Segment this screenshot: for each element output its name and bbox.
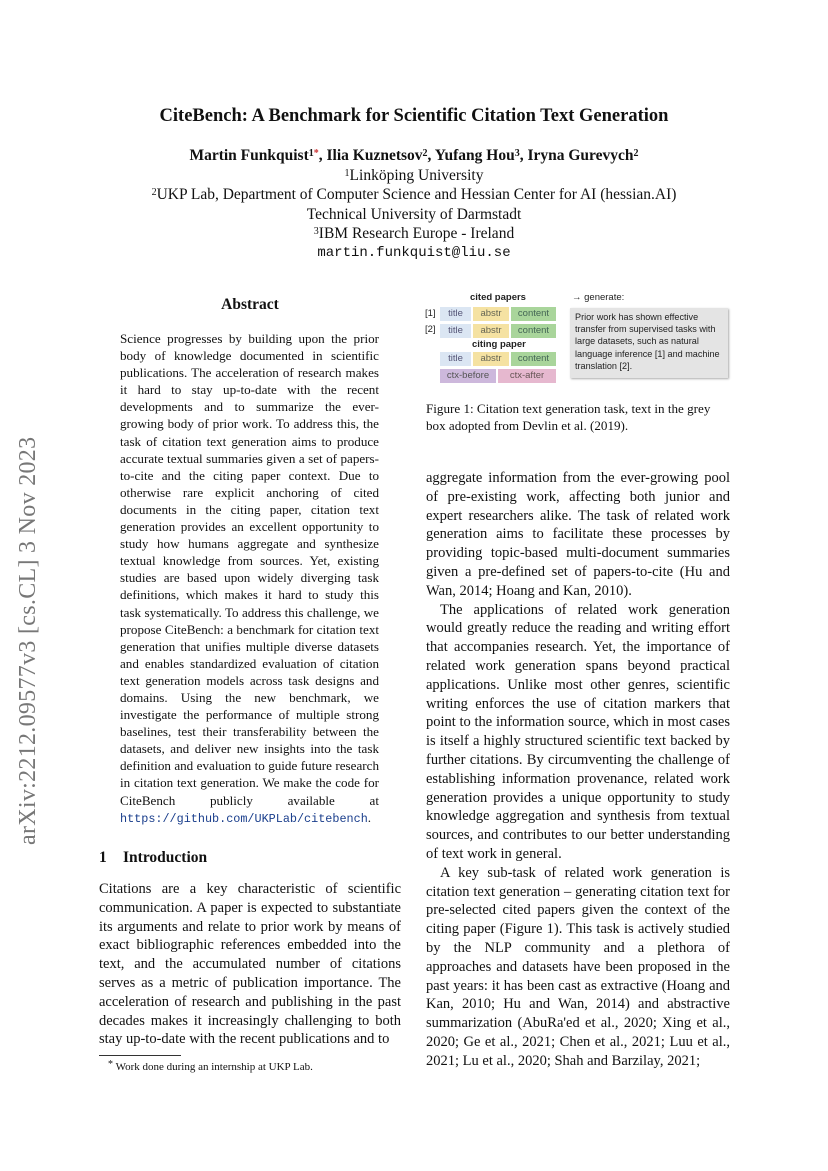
box-ctx-before: ctx-before	[440, 369, 496, 383]
right-para-1: aggregate information from the ever-growing pool of pre-existing work, affecting both junior and expert researchers alike. The task of related work generation aims to facilitate these processes by providing topic-based multi-document summaries given a pre-defined set of papers-to-cite (Hu and Wan, 2014; Hoang and Kan, 2010).	[426, 470, 730, 599]
figure-caption: Figure 1: Citation text generation task, text in the grey box adopted from Devlin et al. (2019).	[426, 401, 711, 433]
box-content-citing: content	[511, 352, 556, 366]
right-para-2: The applications of related work generation would greatly reduce the reading and writing effort that accompanies research. Yet, the importance of related work generation spans beyond practical applications. Unlike most other genres, scientific writing enforces the use of citation markers that point to the information source, which in most cases is itself a highly structured scientific text backed by further citations. By circumventing the challenge of establishing information provenance, related work generation provides a unique opportunity to study knowledge aggregation and synthesis from textual sources, and contributes to our better understanding of text work in general.	[426, 601, 730, 862]
generated-text: Prior work has shown effective transfer from supervised tasks with large datasets, such as natural language inference [1] and machine translation [2].	[575, 312, 720, 371]
author-names: Martin Funkquist$^{1*}$, Ilia Kuznetsov$^2$, Yufang Hou$^3$, Iryna Gurevych$^2$	[189, 147, 639, 164]
citing-paper-label: citing paper	[472, 339, 526, 350]
footnote-rule	[99, 1055, 181, 1056]
generate-label: → generate:	[572, 292, 625, 303]
code-link[interactable]: https://github.com/UKPLab/citebench	[120, 811, 368, 826]
affiliation-3: $^3$IBM Research Europe - Ireland	[313, 225, 515, 242]
arxiv-stamp: arXiv:2212.09577v3 [cs.CL] 3 Nov 2023	[15, 436, 41, 845]
author-email[interactable]: martin.funkquist@liu.se	[317, 244, 511, 261]
intro-paragraph: Citations are a key characteristic of scientific communication. A paper is expected to substantiate its arguments and relate to prior work by means of exact bibliographic references embedded into the text, and the accumulated number of citations serves as a metric of publication importance. The acceleration of research and publishing in the past decades makes it increasingly challenging to both stay up-to-date with the recent publications and to	[99, 881, 401, 1048]
footnote: * Work done during an internship at UKP Lab.	[108, 1059, 313, 1073]
affiliation-1: $^1$Linköping University	[344, 166, 484, 184]
ref-marker-1: [1]	[425, 308, 436, 319]
author-block	[0, 146, 828, 263]
right-column	[426, 469, 730, 1071]
affiliation-2b: Technical University of Darmstadt	[306, 205, 522, 223]
section-heading-intro: 1 Introduction	[99, 849, 208, 866]
paper-title: CiteBench: A Benchmark for Scientific Citation Text Generation	[159, 106, 669, 126]
box-title-citing: title	[440, 352, 471, 366]
right-para-3: A key sub-task of related work generation is citation text generation – generating citation text for pre-selected cited papers given the context of the citing paper (Figure 1). This task is actively studied by the NLP community and a plethora of approaches and datasets have been proposed in the past years: it has been cast as extractive (Hoang and Kan, 2010; Hu and Wan, 2014) and abstractive summarization (AbuRa'ed et al., 2020; Xing et al., 2020; Ge et al., 2021; Chen et al., 2021; Luu et al., 2021; Lu et al., 2020; Shah and Barzilay, 2021;	[426, 864, 730, 1069]
affiliation-2: $^2$UKP Lab, Department of Computer Science and Hessian Center for AI (hessian.AI)	[151, 186, 677, 203]
box-abstr-2: abstr	[473, 324, 509, 338]
abstract-body: Science progresses by building upon the prior body of knowledge documented in scientific publications. The acceleration of research makes it hard to stay up-to-date with the recent developments and to summarize the ever-growing body of prior work. To address this, the task of citation text generation aims to produce accurate textual summaries given a set of papers-to-cite and the citing paper context. Due to otherwise rare explicit anchoring of cited documents in the citing paper, citation text generation provides an excellent opportunity to study how humans aggregate and synthesize textual knowledge from sources. Yet, existing studies are based upon widely diverging task definitions, which makes it hard to study this task systematically. To address this challenge, we propose CiteBench: a benchmark for citation text generation that unifies multiple diverse datasets and enables standardized evaluation of citation text generation models across task designs and domains. Using the new benchmark, we investigate the performance of multiple strong baselines, test their transferability between the datasets, and deliver new insights into the task definition and evaluation to guide future research in citation text generation. We make the code for CiteBench publicly available at https://github.com/UKPLab/citebench.	[120, 331, 379, 826]
box-title-2: title	[440, 324, 471, 338]
box-ctx-after: ctx-after	[498, 369, 556, 383]
box-content-1: content	[511, 307, 556, 321]
abstract-heading: Abstract	[221, 296, 279, 313]
box-content-2: content	[511, 324, 556, 338]
cited-papers-label: cited papers	[470, 292, 526, 303]
box-abstr-citing: abstr	[473, 352, 509, 366]
box-abstr-1: abstr	[473, 307, 509, 321]
ref-marker-2: [2]	[425, 324, 436, 335]
box-title-1: title	[440, 307, 471, 321]
